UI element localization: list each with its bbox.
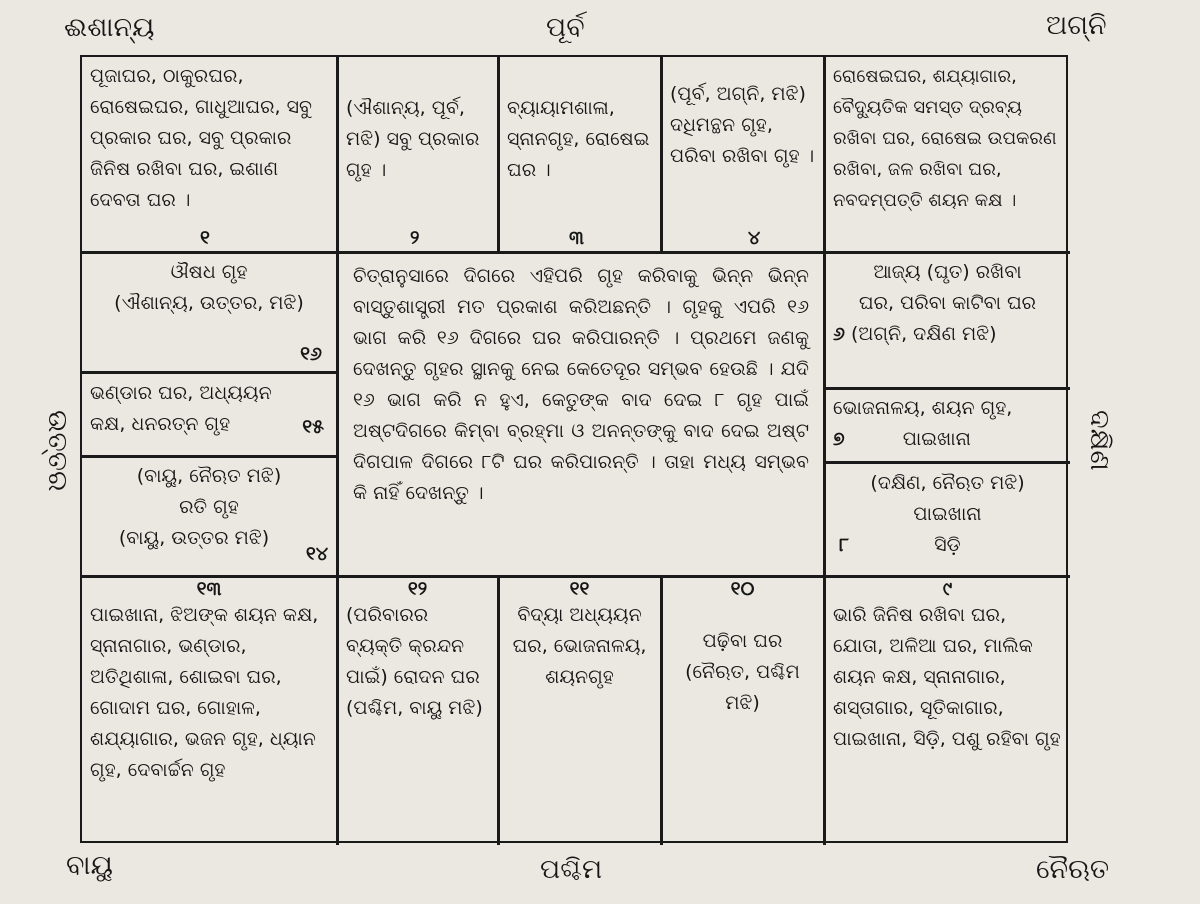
room-text: ପାଇଖାନା, ଝିଅଙ୍କ ଶୟନ କକ୍ଷ, ସ୍ନାନାଗାର, ଭଣ୍ଡାର, ଅତିଥିଶାଳା, ଶୋଇବା ଘର, ଗୋଦାମ ଘର, ଗୋହାଳ, ଶଯ୍ୟାଗାର, ଭଜନ ଗୃହ, ଧ୍ୟାନ ଗୃହ, ଦେବାର୍ଚ୍ଚନ ଗୃହ [90, 604, 319, 781]
room-cell-6 [825, 253, 1070, 387]
room-text: ଘର, ପରିବା କାଟିବା ଘର [858, 292, 1037, 314]
room-text: ଆଜ୍ୟ (ଘୃତ) ରଖିବା [873, 261, 1022, 283]
room-number: ୧୧ [569, 578, 590, 600]
room-number: ୮ [839, 534, 849, 556]
room-text: (ପୂର୍ବ, ଅଗ୍ନି, ମଝି) ଦଧିମନ୍ଥନ ଗୃହ, ପରିବା ରଖିବା ଗୃହ । [670, 83, 815, 167]
room-text: କକ୍ଷ, ଧନରତ୍ନ ଗୃହ [90, 413, 231, 435]
room-cell-15 [82, 374, 336, 455]
room-text: ରୋଷେଇଘର, ଶଯ୍ୟାଗାର, ବୈଦ୍ୟୁତିକ ସମସ୍ତ ଦ୍ରବ୍ୟ ରଖିବା ଘର, ରୋଷେଇ ଉପକରଣ ରଖିବା, ଜଳ ରଖିବା ଘର, ନବଦମ୍ପତ୍ତି ଶୟନ କକ୍ଷ । [833, 66, 1057, 211]
room-text: (ବାୟୁ, ନୈଋତ ମଝି) [136, 465, 282, 487]
room-cell-13 [82, 578, 336, 845]
room-number: ୧୫ [302, 416, 324, 438]
room-number: ୧୨ [407, 578, 428, 600]
room-number: ୧୩ [196, 578, 222, 600]
room-number: ୧୦ [730, 578, 755, 600]
room-text: ପୂଜାଘର, ଠାକୁରଘର, ରୋଷେଇଘର, ଗାଧୁଆଘର, ସବୁ ପ୍ରକାର ଘର, ସବୁ ପ୍ରକାର ଜିନିଷ ରଖିବା ଘର, ଇଶାଣ ଦେବତା ଘର । [90, 65, 312, 211]
direction-west: ପଶ୍ଚିମ [540, 854, 603, 885]
room-number: ୧୬ [300, 343, 322, 365]
room-text: (ପରିବାରର ବ୍ୟକ୍ତି କ୍ରନ୍ଦନ ପାଇଁ) ରୋଦନ ଘର (ପଶ୍ଚିମ, ବାୟୁ ମଝି) [346, 604, 483, 719]
room-text [833, 319, 1062, 350]
room-number: ୨ [410, 227, 420, 249]
room-number: ୭ [833, 428, 845, 450]
room-text: (ଅଗ୍ନି, ଦକ୍ଷିଣ ମଝି) [850, 323, 997, 345]
room-text: ଭାରି ଜିନିଷ ରଖିବା ଘର, ଯୋତା, ଅଳିଆ ଘର, ମାଲିକ ଶୟନ କକ୍ଷ, ସ୍ନାନାଗାର, ଶସ୍ତାଗାର, ସୂତିକାଗାର, ପାଇଖାନା, ସିଡ଼ି, ପଶୁ ରହିବା ଗୃହ [833, 604, 1061, 750]
room-text: (ବାୟୁ, ଉତ୍ତର ମଝି) [118, 527, 270, 549]
room-text: ପଢ଼ିବା ଘର (ନୈଋତ, ପଶ୍ଚିମ ମଝି) [685, 630, 800, 714]
room-number: ୪ [748, 227, 761, 249]
direction-south: ଦକ୍ଷିଣ [1084, 410, 1115, 471]
room-number: ୯ [942, 578, 953, 600]
room-text [833, 424, 1062, 455]
room-text: ରତି ଗୃହ [179, 496, 239, 518]
room-cell-16 [82, 253, 336, 371]
room-text: (ଦକ୍ଷିଣ, ନୈଋତ ମଝି) [870, 472, 1025, 494]
room-text: ବିଦ୍ୟା ଅଧ୍ୟୟନ ଘର, ଭୋଜନାଳୟ, ଶୟନଗୃହ [512, 604, 647, 688]
room-cell-12 [338, 578, 497, 845]
room-cell-2 [338, 57, 497, 251]
room-number: ୩ [569, 227, 584, 249]
room-text: ଭୋଜନାଳୟ, ଶୟନ ଗୃହ, [833, 397, 1013, 419]
vastu-grid [80, 55, 1068, 843]
room-text: (ଐଶାନ୍ୟ, ଉତ୍ତର, ମଝି) [114, 292, 304, 314]
room-cell-9 [825, 578, 1070, 845]
room-cell-4 [662, 57, 823, 251]
room-cell-10 [662, 578, 823, 845]
direction-north-east: ଈଶାନ୍ୟ [64, 12, 155, 43]
direction-north-west: ବାୟୁ [66, 850, 113, 881]
room-text: ସିଡ଼ି [934, 534, 961, 556]
room-number: ୧ [200, 227, 210, 249]
direction-east: ପୂର୍ବ [546, 12, 585, 43]
center-text: ଚିତ୍ରାନୁସାରେ ଦିଗରେ ଏହିପରି ଗୃହ କରିବାକୁ ଭିନ୍ନ ଭିନ୍ନ ବାସ୍ତୁଶାସ୍ତ୍ରୀ ମତ ପ୍ରକାଶ କରିଅଛନ୍ତି । ଗୃହକୁ ଏପରି ୧୬ ଭାଗ କରି ୧୬ ଦିଗରେ ଘର କରିପାରନ୍ତି । ପ୍ରଥମେ ଜଣକୁ ଦେଖନ୍ତୁ ଗୃହର ସ୍ଥାନକୁ ନେଇ କେତେଦୂର ସମ୍ଭବ ହେଉଛି । ଯଦି ୧୬ ଭାଗ କରି ନ ହୁଏ, କେତୁଙ୍କ ବାଦ ଦେଇ ୮ ଗୃହ ପାଇଁ ଅଷ୍ଟଦିଗରେ କିମ୍ବା ବ୍ରହ୍ମା ଓ ଅନନ୍ତଙ୍କୁ ବାଦ ଦେଇ ଅଷ୍ଟ ଦିଗପାଳ ଦିଗରେ ୮ଟି ଘର କରିପାରନ୍ତି । ତାହା ମଧ୍ୟ ସମ୍ଭବ କି ନାହିଁ ଦେଖନ୍ତୁ । [353, 265, 809, 504]
direction-south-east: ଅଗ୍ନି [1046, 10, 1107, 41]
room-cell-3 [499, 57, 660, 251]
center-description [339, 253, 823, 575]
room-text: ଔଷଧ ଗୃହ [170, 261, 248, 283]
room-number: ୬ [833, 323, 845, 345]
room-text: ବ୍ୟାୟାମଶାଳା, ସ୍ନାନଗୃହ, ରୋଷେଇ ଘର । [507, 97, 650, 181]
room-cell-5 [825, 57, 1070, 251]
room-text: ପାଇଖାନା [902, 428, 971, 450]
room-cell-1 [82, 57, 336, 251]
room-cell-7 [825, 389, 1070, 461]
direction-south-west: ନୈଋତ [1036, 854, 1110, 885]
room-text: (ଐଶାନ୍ୟ, ପୂର୍ବ, ମଝି) ସବୁ ପ୍ରକାର ଗୃହ । [346, 97, 480, 181]
direction-north: ଉତ୍ତର [42, 410, 73, 492]
room-number: ୧୪ [305, 543, 328, 565]
room-text [833, 530, 1062, 561]
room-cell-14 [82, 457, 336, 575]
room-cell-11 [499, 578, 660, 845]
room-text: ପାଇଖାନା [913, 503, 982, 525]
room-text: ଭଣ୍ଡାର ଘର, ଅଧ୍ୟୟନ [90, 382, 272, 404]
room-cell-8 [825, 464, 1070, 575]
